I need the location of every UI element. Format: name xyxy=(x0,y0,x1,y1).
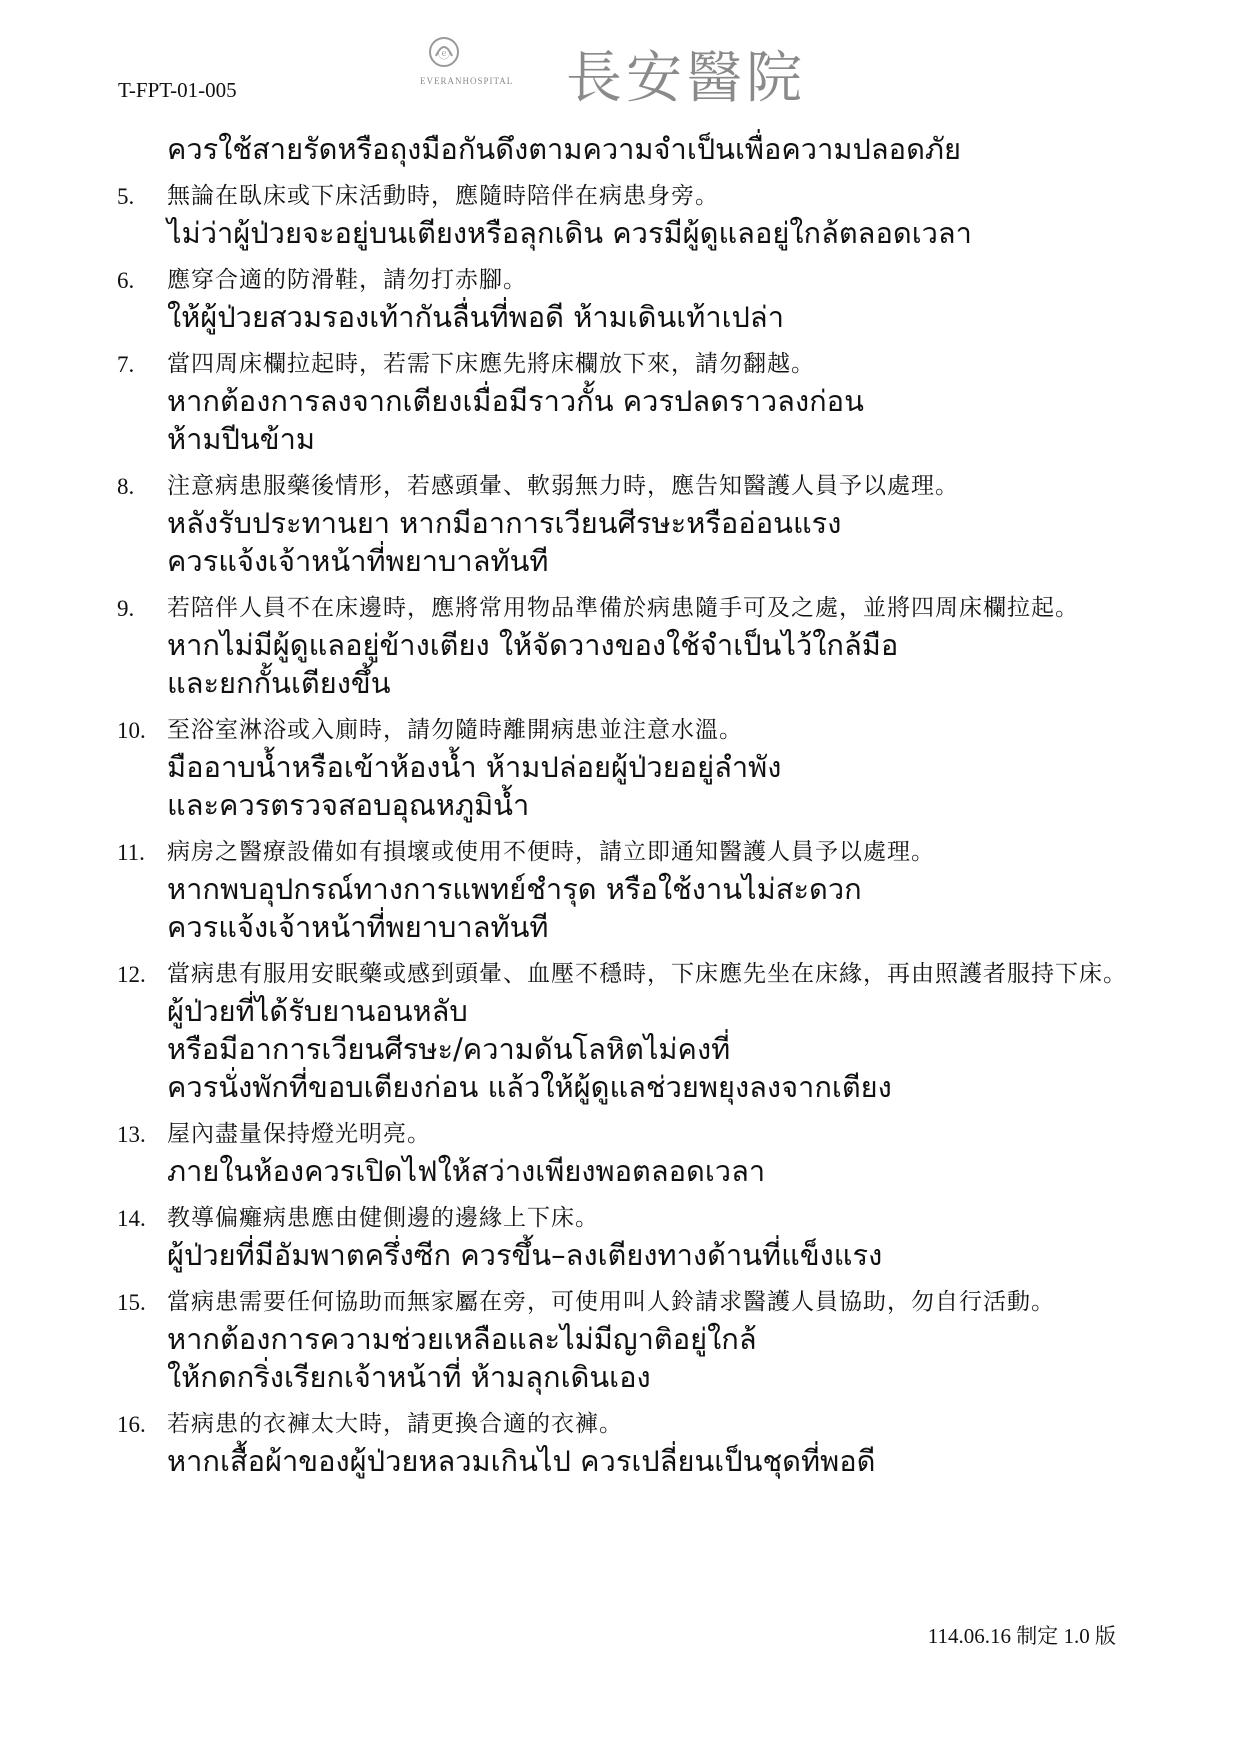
hospital-emblem-icon xyxy=(424,32,464,72)
item-chinese-text: 無論在臥床或下床活動時，應隨時陪伴在病患身旁。 xyxy=(167,183,719,209)
item-thai-translation: ควรนั่งพักที่ขอบเตียงก่อน แล้วให้ผู้ดูแลช่วยพยุงลงจากเตียง xyxy=(167,1070,892,1104)
item-number: 15. xyxy=(117,1290,146,1315)
item-thai-translation: หากไม่มีผู้ดูแลอยู่ข้างเตียง ให้จัดวางของใช้จำเป็นไว้ใกล้มือ xyxy=(167,628,899,662)
logo-mark: ⓔ xyxy=(437,47,451,61)
item-thai-translation: ไม่ว่าผู้ป่วยจะอยู่บนเตียงหรือลุกเดิน ควรมีผู้ดูแลอยู่ใกล้ตลอดเวลา xyxy=(167,216,972,250)
item-thai-translation: ผู้ป่วยที่มีอัมพาตครึ่งซีก ควรขึ้น–ลงเตียงทางด้านที่แข็งแรง xyxy=(167,1238,883,1272)
item-chinese-text: 當四周床欄拉起時，若需下床應先將床欄放下來，請勿翻越。 xyxy=(167,351,815,377)
lead-thai-text: ควรใช้สายรัดหรือถุงมือกันดึงตามความจำเป็นเพื่อความปลอดภัย xyxy=(167,132,962,166)
list-item xyxy=(0,252,1241,336)
list-item xyxy=(0,458,1241,580)
list-item xyxy=(0,580,1241,702)
item-thai-translation: หรือมีอาการเวียนศีรษะ/ความดันโลหิตไม่คงที่ xyxy=(167,1032,731,1066)
list-item xyxy=(0,1274,1241,1396)
list-item xyxy=(0,168,1241,252)
lead-line xyxy=(0,130,1241,168)
item-chinese-text: 教導偏癱病患應由健側邊的邊緣上下床。 xyxy=(167,1205,599,1231)
item-number: 12. xyxy=(117,962,146,987)
item-thai-translation: ให้ผู้ป่วยสวมรองเท้ากันลื่นที่พอดี ห้ามเดินเท้าเปล่า xyxy=(167,300,784,334)
item-chinese-text: 應穿合適的防滑鞋，請勿打赤腳。 xyxy=(167,267,527,293)
item-number: 10. xyxy=(117,718,146,743)
item-thai-translation: หากเสื้อผ้าของผู้ป่วยหลวมเกินไป ควรเปลี่ยนเป็นชุดที่พอดี xyxy=(167,1444,876,1478)
list-item xyxy=(0,1396,1241,1480)
item-thai-translation: หลังรับประทานยา หากมีอาการเวียนศีรษะหรืออ่อนแรง xyxy=(167,506,842,540)
list-item xyxy=(0,702,1241,824)
item-chinese-text: 屋內盡量保持燈光明亮。 xyxy=(167,1121,431,1147)
item-chinese-text: 至浴室淋浴或入廁時，請勿隨時離開病患並注意水溫。 xyxy=(167,717,743,743)
item-chinese-text: 病房之醫療設備如有損壞或使用不便時，請立即通知醫護人員予以處理。 xyxy=(167,839,935,865)
revision-footer: 114.06.16 制定 1.0 版 xyxy=(927,1624,1116,1648)
item-thai-translation: ผู้ป่วยที่ได้รับยานอนหลับ xyxy=(167,994,468,1028)
item-thai-translation: ควรแจ้งเจ้าหน้าที่พยาบาลทันที xyxy=(167,544,549,578)
item-number: 11. xyxy=(117,840,145,865)
item-thai-translation: หากต้องการลงจากเตียงเมื่อมีราวกั้น ควรปลดราวลงก่อน xyxy=(167,384,864,418)
item-thai-translation: และยกกั้นเตียงขึ้น xyxy=(167,666,391,700)
item-thai-translation: หากต้องการความช่วยเหลือและไม่มีญาติอยู่ใกล้ xyxy=(167,1322,757,1356)
item-thai-translation: มืออาบน้ำหรือเข้าห้องน้ำ ห้ามปล่อยผู้ป่วยอยู่ลำพัง xyxy=(167,750,782,784)
item-chinese-text: 當病患有服用安眠藥或感到頭暈、血壓不穩時，下床應先坐在床緣，再由照護者服持下床。 xyxy=(167,961,1127,987)
list-item xyxy=(0,1106,1241,1190)
instruction-list xyxy=(0,130,1241,1480)
item-number: 5. xyxy=(117,184,135,209)
item-thai-translation: ควรแจ้งเจ้าหน้าที่พยาบาลทันที xyxy=(167,910,549,944)
item-thai-translation: ให้กดกริ่งเรียกเจ้าหน้าที่ ห้ามลุกเดินเอง xyxy=(167,1360,651,1394)
item-number: 6. xyxy=(117,268,135,293)
item-number: 7. xyxy=(117,352,135,377)
item-number: 13. xyxy=(117,1122,146,1147)
list-item xyxy=(0,824,1241,946)
list-item xyxy=(0,1190,1241,1274)
item-thai-translation: ภายในห้องควรเปิดไฟให้สว่างเพียงพอตลอดเวลา xyxy=(167,1154,766,1188)
hospital-logo xyxy=(416,38,836,111)
list-item xyxy=(0,336,1241,458)
item-thai-translation: ห้ามปีนข้าม xyxy=(167,422,315,456)
item-chinese-text: 注意病患服藥後情形，若感頭暈、軟弱無力時，應告知醫護人員予以處理。 xyxy=(167,473,959,499)
item-chinese-text: 當病患需要任何協助而無家屬在旁，可使用叫人鈴請求醫護人員協助，勿自行活動。 xyxy=(167,1289,1055,1315)
logo-chinese-name: 長安醫院 xyxy=(566,46,806,111)
item-number: 9. xyxy=(117,596,135,621)
item-number: 8. xyxy=(117,474,135,499)
item-chinese-text: 若陪伴人員不在床邊時，應將常用物品準備於病患隨手可及之處，並將四周床欄拉起。 xyxy=(167,595,1079,621)
item-number: 16. xyxy=(117,1412,146,1437)
item-thai-translation: และควรตรวจสอบอุณหภูมิน้ำ xyxy=(167,788,530,822)
item-thai-translation: หากพบอุปกรณ์ทางการแพทย์ชำรุด หรือใช้งานไม่สะดวก xyxy=(167,872,862,906)
item-number: 14. xyxy=(117,1206,146,1231)
logo-english-name: EVERANHOSPITAL xyxy=(420,76,514,86)
list-item xyxy=(0,946,1241,1106)
item-chinese-text: 若病患的衣褲太大時，請更換合適的衣褲。 xyxy=(167,1411,623,1437)
document-id: T-FPT-01-005 xyxy=(118,78,237,102)
